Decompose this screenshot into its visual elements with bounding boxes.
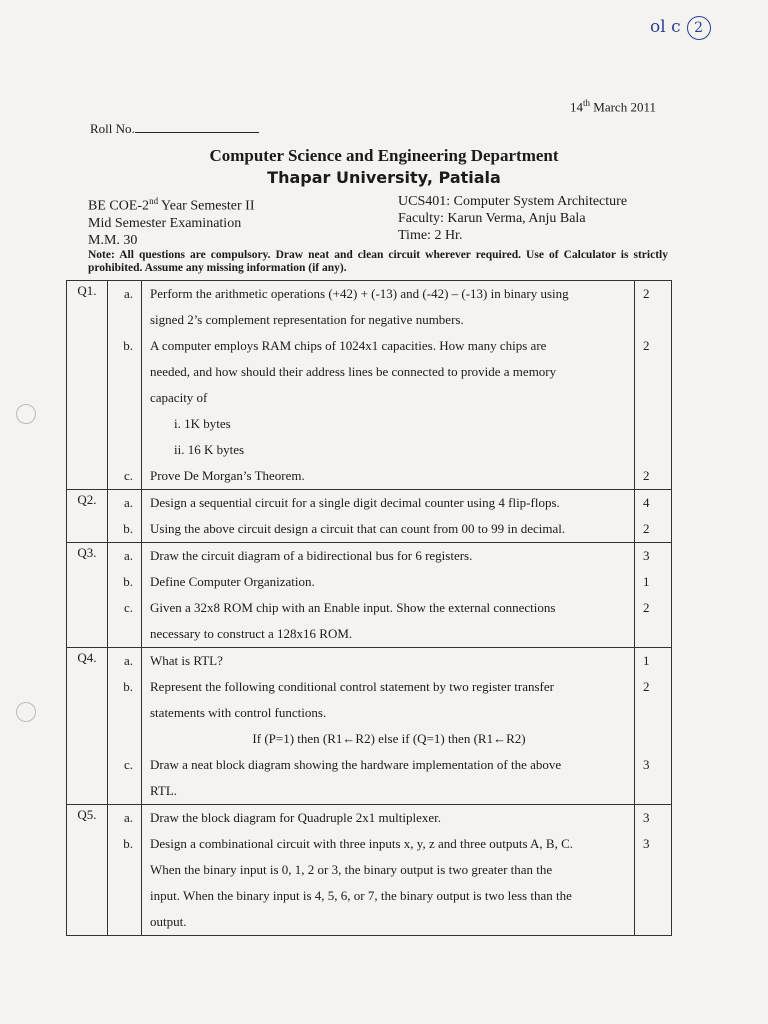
part-text (142, 569, 634, 595)
part-letter: b. (108, 569, 142, 595)
part-marks: 2 (634, 516, 671, 542)
part-text-line: Draw a neat block diagram showing the hardware implementation of the above (150, 757, 562, 772)
part-text-line: necessary to construct a 128x16 ROM. (150, 626, 353, 641)
part-letter: b. (108, 831, 142, 935)
part-text-line: Draw the block diagram for Quadruple 2x1 multiplexer. (150, 810, 441, 825)
exam-type: Mid Semester Examination (88, 215, 242, 231)
max-marks: M.M. 30 (88, 232, 138, 248)
question-part (108, 595, 671, 647)
part-letter: a. (108, 648, 142, 674)
part-text-line: Represent the following conditional control statement by two register transfer (150, 679, 554, 694)
part-text-line: Design a sequential circuit for a single digit decimal counter using 4 flip-flops. (150, 495, 560, 510)
punch-hole-icon (16, 404, 36, 424)
date-suffix: th (583, 98, 591, 108)
question-part (108, 543, 671, 569)
circled-number: 2 (687, 16, 711, 40)
question-number: Q4. (67, 648, 108, 805)
questions-table (66, 280, 672, 936)
sub-item: ii. 16 K bytes (174, 442, 245, 457)
part-marks: 2 (634, 595, 671, 647)
course-year-post: Year Semester II (158, 198, 255, 214)
part-text-line: Given a 32x8 ROM chip with an Enable input. Show the external connections (150, 600, 556, 615)
faculty: Faculty: Karun Verma, Anju Bala (398, 211, 586, 226)
roll-blank-line (135, 120, 259, 133)
part-marks: 2 (634, 674, 671, 752)
punch-hole-icon (16, 702, 36, 722)
part-text-line: needed, and how should their address lines be connected to provide a memory (150, 364, 557, 379)
question-number: Q1. (67, 281, 108, 490)
course-year (88, 193, 254, 215)
handwritten-mark-text: ol c (650, 17, 681, 37)
part-marks: 3 (634, 543, 671, 569)
part-text (142, 543, 634, 569)
part-text-line: statements with control functions. (150, 705, 327, 720)
question-row (67, 648, 672, 805)
exam-time: Time: 2 Hr. (398, 228, 463, 243)
part-text-line: Design a combinational circuit with three inputs x, y, z and three outputs A, B, C. (150, 836, 574, 851)
roll-label: Roll No. (90, 121, 135, 136)
course-info-right (398, 193, 627, 244)
part-letter: b. (108, 333, 142, 463)
question-number: Q3. (67, 543, 108, 648)
question-part (108, 333, 671, 463)
part-text-line: What is RTL? (150, 653, 223, 668)
part-marks: 2 (634, 333, 671, 463)
part-text (142, 516, 634, 542)
part-marks: 3 (634, 752, 671, 804)
question-part (108, 674, 671, 752)
part-text (142, 805, 634, 831)
part-marks: 1 (634, 648, 671, 674)
part-text-line: Perform the arithmetic operations (+42) + (-13) and (-42) – (-13) in binary using (150, 286, 569, 301)
date-day: 14 (570, 99, 583, 115)
part-text (142, 831, 634, 935)
roll-number-field (90, 120, 259, 137)
part-text (142, 674, 634, 752)
rtl-statement: If (P=1) then (R1←R2) else if (Q=1) then (R1←R2) (252, 731, 526, 746)
date-rest: March 2011 (590, 99, 656, 115)
part-letter: c. (108, 595, 142, 647)
part-marks: 3 (634, 831, 671, 935)
part-letter: c. (108, 752, 142, 804)
part-letter: a. (108, 543, 142, 569)
course-year-pre: BE COE-2 (88, 198, 150, 214)
part-text (142, 333, 634, 463)
question-row (67, 281, 672, 490)
part-text (142, 752, 634, 804)
part-text-line: When the binary input is 0, 1, 2 or 3, the binary output is two greater than the (150, 862, 553, 877)
question-number: Q5. (67, 805, 108, 936)
question-row (67, 490, 672, 543)
part-text-line: capacity of (150, 390, 208, 405)
course-code: UCS401: Computer System Architecture (398, 194, 628, 209)
sub-item: i. 1K bytes (174, 416, 231, 431)
part-marks: 3 (634, 805, 671, 831)
part-marks: 2 (634, 463, 671, 489)
question-row (67, 543, 672, 648)
part-letter: a. (108, 490, 142, 516)
question-part (108, 569, 671, 595)
part-letter: a. (108, 805, 142, 831)
question-number: Q2. (67, 490, 108, 543)
question-part (108, 648, 671, 674)
question-row (67, 805, 672, 936)
part-text (142, 463, 634, 489)
part-text-line: Define Computer Organization. (150, 574, 315, 589)
question-part (108, 463, 671, 489)
question-part (108, 831, 671, 935)
question-part (108, 516, 671, 542)
department-title: Computer Science and Engineering Department (209, 146, 559, 165)
part-text (142, 648, 634, 674)
part-text-line: Using the above circuit design a circuit that can count from 00 to 99 in decimal. (150, 521, 566, 536)
part-text (142, 490, 634, 516)
course-info-left (88, 193, 254, 249)
part-letter: a. (108, 281, 142, 333)
course-year-sup: nd (149, 196, 159, 206)
question-part (108, 281, 671, 333)
part-marks: 1 (634, 569, 671, 595)
part-text-line: input. When the binary input is 4, 5, 6, or 7, the binary output is two less than the (150, 888, 572, 903)
part-text-line: RTL. (150, 783, 178, 798)
part-letter: c. (108, 463, 142, 489)
part-letter: b. (108, 674, 142, 752)
part-marks: 4 (634, 490, 671, 516)
part-text (142, 281, 634, 333)
part-text-line: Prove De Morgan’s Theorem. (150, 468, 305, 483)
part-text-line: Draw the circuit diagram of a bidirectional bus for 6 registers. (150, 548, 473, 563)
question-part (108, 490, 671, 516)
exam-note: Note: All questions are compulsory. Draw neat and clean circuit wherever required. Use of Calculator is strictly prohibited. Assume any missing information (if any). (88, 249, 668, 274)
part-text-line: signed 2’s complement representation for negative numbers. (150, 312, 464, 327)
exam-date (570, 98, 656, 115)
university-title: Thapar University, Patiala (267, 168, 501, 187)
question-part (108, 805, 671, 831)
part-text-line: output. (150, 914, 187, 929)
part-text-line: A computer employs RAM chips of 1024x1 capacities. How many chips are (150, 338, 547, 353)
part-marks: 2 (634, 281, 671, 333)
handwritten-mark (650, 16, 711, 40)
question-part (108, 752, 671, 804)
part-letter: b. (108, 516, 142, 542)
part-text (142, 595, 634, 647)
